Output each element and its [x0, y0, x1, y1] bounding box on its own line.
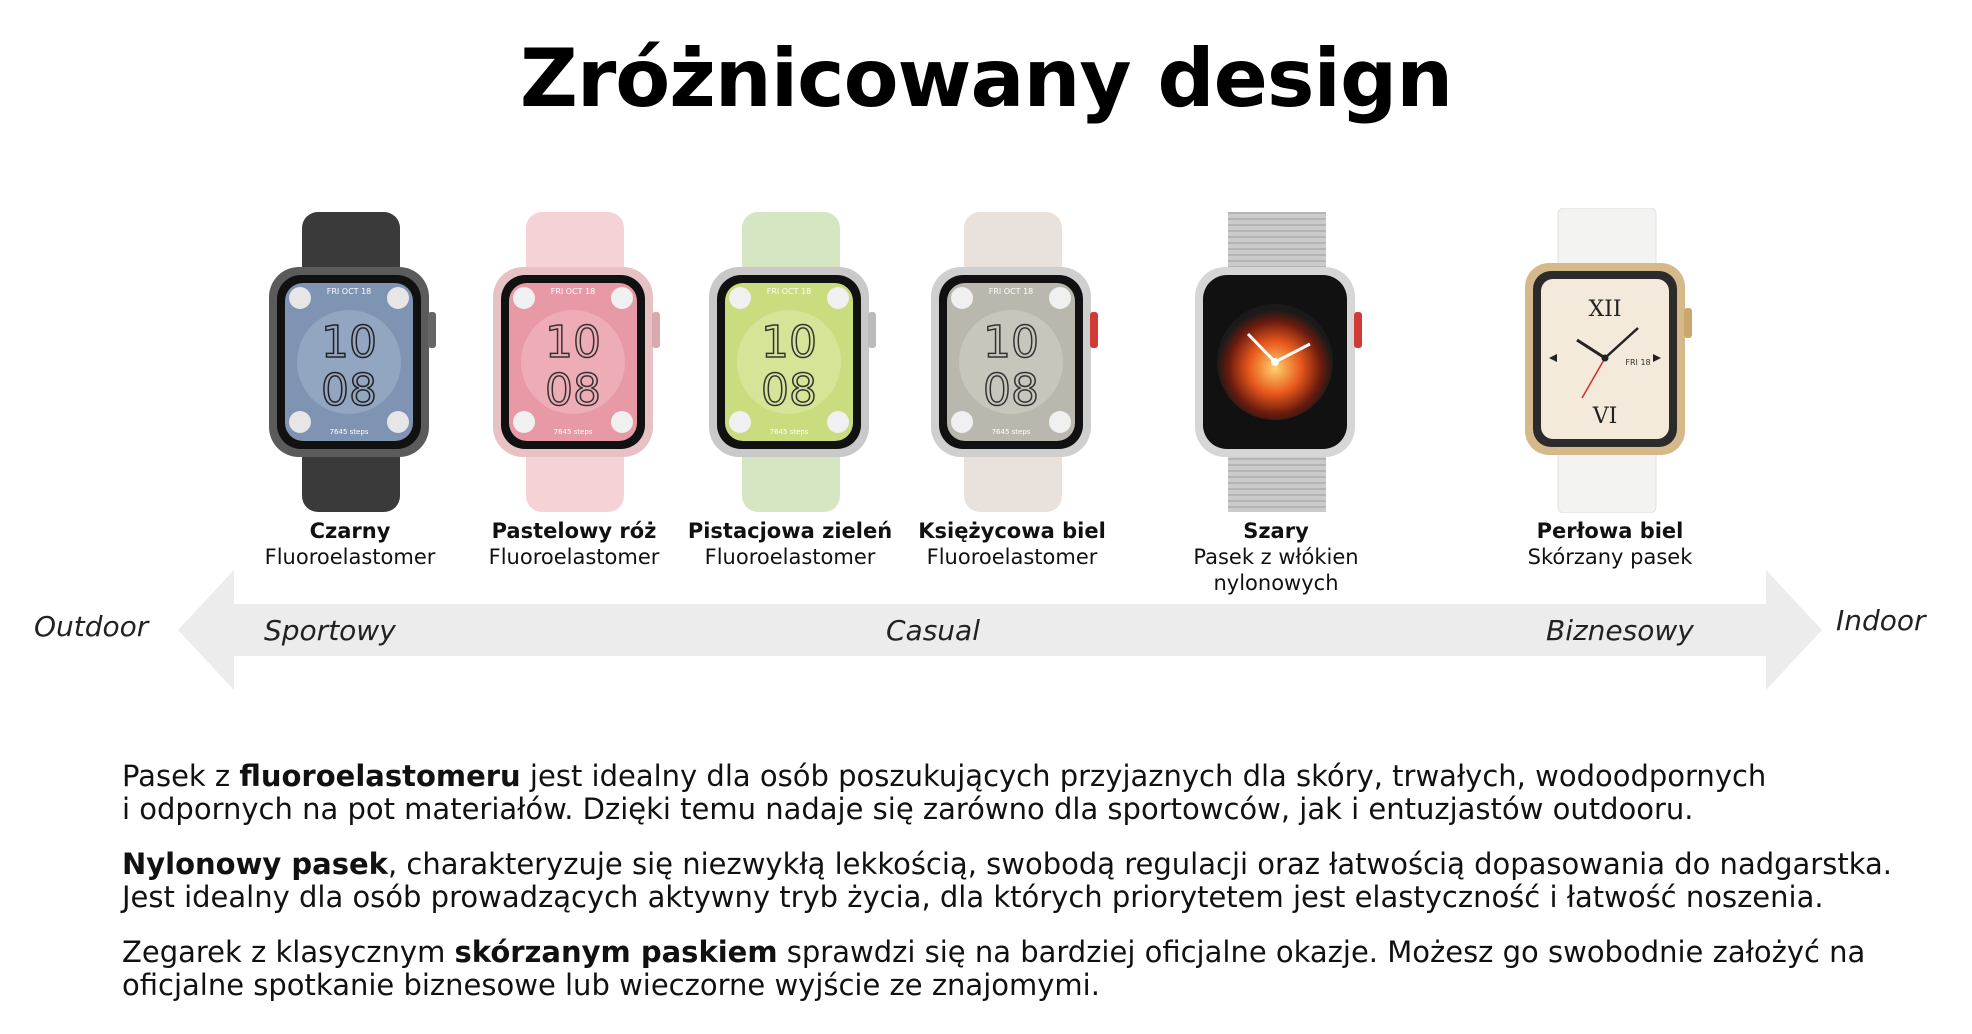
watch-name: Pistacjowa zieleń: [687, 519, 893, 543]
svg-text:08: 08: [761, 365, 817, 416]
caption-ksiezycowa-biel: [892, 518, 1132, 570]
svg-text:08: 08: [545, 365, 601, 416]
watch-name: Czarny: [309, 519, 391, 543]
watch-image-ksiezycowa-biel: [926, 212, 1106, 512]
svg-text:FRI OCT 18: FRI OCT 18: [988, 287, 1034, 296]
watch-image-pastelowy-roz: [488, 212, 668, 512]
watch-material: Fluoroelastomer: [488, 545, 660, 569]
svg-text:FRI OCT 18: FRI OCT 18: [550, 287, 596, 296]
svg-text:08: 08: [983, 365, 1039, 416]
bold-term: skórzanym paskiem: [454, 935, 778, 969]
paragraph-nylon: Nylonowy pasek, charakteryzuje się niezwykłą lekkością, swobodą regulacji oraz łatwością dopasowania do nadgarstka. Jest idealny dla osób prowadzących aktywny tryb życia, dla których priorytetem jest elastyczność i łatwość noszenia.: [122, 847, 1892, 914]
paragraph-fluoroelastomer: Pasek z fluoroelastomeru jest idealny dla osób poszukujących przyjaznych dla skóry, trwałych, wodoodpornych i odpornych na pot materiałów. Dzięki temu nadaje się zarówno dla sportowców, jak i entuzjastów outdooru.: [122, 759, 1767, 826]
watch-minute: 08: [321, 365, 377, 416]
page-title: Zróżnicowany design: [519, 32, 1453, 125]
watch-material: Pasek z włókien nylonowych: [1193, 545, 1359, 595]
watch-date: FRI OCT 18: [326, 287, 372, 296]
watch-image-szary: [1190, 212, 1370, 512]
caption-pistacjowa-zielen: [670, 518, 910, 570]
svg-text:10: 10: [983, 317, 1039, 368]
svg-text:FRI OCT 18: FRI OCT 18: [766, 287, 812, 296]
watch-material: Fluoroelastomer: [704, 545, 876, 569]
classic-date: FRI 18: [1625, 358, 1651, 367]
svg-text:10: 10: [545, 317, 601, 368]
scale-segment-sportowy: Sportowy: [264, 614, 396, 647]
scale-segment-biznesowy: Biznesowy: [1546, 614, 1694, 647]
svg-text:7645 steps: 7645 steps: [769, 428, 809, 436]
caption-pastelowy-roz: [454, 518, 694, 570]
scale-segment-casual: Casual: [886, 614, 980, 647]
svg-text:7645 steps: 7645 steps: [991, 428, 1031, 436]
watch-image-czarny: [264, 212, 444, 512]
roman-six: VI: [1592, 404, 1618, 429]
bold-term: fluoroelastomeru: [239, 759, 521, 793]
paragraph-leather: Zegarek z klasycznym skórzanym paskiem sprawdzi się na bardziej oficjalne okazje. Możesz go swobodnie założyć na oficjalne spotkanie biznesowe lub wieczorne wyjście ze znajomymi.: [122, 935, 1866, 1002]
caption-perlowa-biel: [1490, 518, 1730, 570]
watch-image-perlowa-biel: [1520, 208, 1700, 513]
svg-text:10: 10: [761, 317, 817, 368]
roman-twelve: XII: [1588, 297, 1622, 322]
watch-image-pistacjowa-zielen: [704, 212, 884, 512]
watch-name: Księżycowa biel: [918, 519, 1106, 543]
watch-hour: 10: [321, 317, 377, 368]
watch-material: Fluoroelastomer: [264, 545, 436, 569]
scale-left-end: Outdoor: [34, 610, 149, 643]
bold-term: Nylonowy pasek: [122, 847, 388, 881]
watch-name: Pastelowy róż: [491, 519, 657, 543]
watch-name: Szary: [1243, 519, 1309, 543]
watch-material: Fluoroelastomer: [926, 545, 1098, 569]
watch-material: Skórzany pasek: [1527, 545, 1693, 569]
svg-text:7645 steps: 7645 steps: [553, 428, 593, 436]
scale-right-end: Indoor: [1836, 604, 1926, 637]
caption-czarny: [230, 518, 470, 570]
watch-name: Perłowa biel: [1536, 519, 1684, 543]
watch-steps: 7645 steps: [329, 428, 369, 436]
